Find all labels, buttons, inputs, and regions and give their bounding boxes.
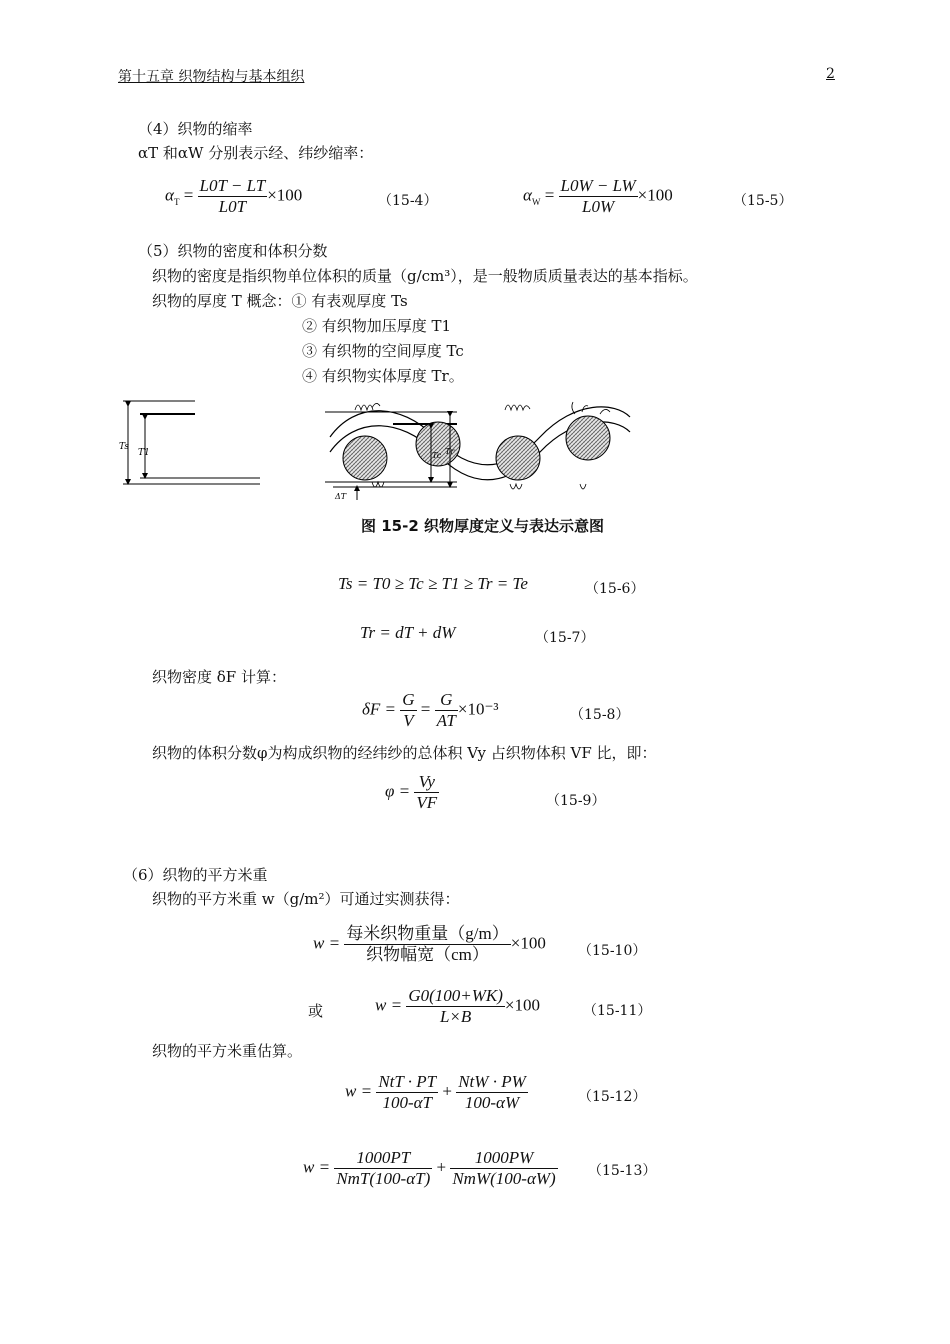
eq12-num1: NtT · PT bbox=[378, 1072, 437, 1091]
eq12-lhs: w = bbox=[345, 1081, 373, 1101]
section-6-intro: 织物的平方米重 w（g/m²）可通过实测获得： bbox=[152, 890, 460, 908]
estimate-label: 织物的平方米重估算。 bbox=[152, 1042, 303, 1060]
label-tc: Tc bbox=[432, 451, 442, 460]
density-label: 织物密度 δF 计算： bbox=[152, 668, 286, 686]
eq13-den1: NmT(100-αT) bbox=[336, 1169, 431, 1188]
eq7-number: （15-7） bbox=[535, 630, 595, 646]
equation-15-5: $\alpha_W$ = $\frac{L0W - LW}{L0W}$ ×100 bbox=[523, 176, 673, 216]
thickness-item-3: ③ 有织物的空间厚度 Tc bbox=[302, 342, 464, 360]
section-6-title: （6）织物的平方米重 bbox=[123, 866, 268, 884]
label-ts: Ts bbox=[119, 442, 129, 452]
eq9-num: Vy bbox=[414, 772, 439, 793]
eq11-lhs: w = bbox=[375, 995, 403, 1015]
eq1-lhs-sub: T bbox=[173, 196, 180, 207]
eq11-tail: ×100 bbox=[504, 995, 540, 1015]
eq8-lhs: δF = bbox=[362, 699, 397, 719]
thickness-concept: 织物的厚度 T 概念：① 有表观厚度 Ts bbox=[152, 292, 408, 310]
fiber-circle bbox=[343, 436, 387, 480]
eq13-den2: NmW(100-αW) bbox=[452, 1169, 556, 1188]
eq8-tail: ×10⁻³ bbox=[457, 699, 499, 719]
equation-15-11 bbox=[375, 986, 540, 1027]
eq13-number: （15-13） bbox=[588, 1163, 657, 1179]
page-number: 2 bbox=[826, 66, 835, 82]
eq2-numerator: L0W − LW bbox=[560, 176, 636, 195]
equation-15-9 bbox=[385, 772, 439, 813]
equation-15-13: w = $\frac{1000PT}{\text{NmT(100-αT)}}$ + $\frac{1000PW}{\text{NmW(100-αW)}}$ bbox=[303, 1148, 556, 1188]
equation-15-12: w = $\frac{\text{NtT · PT}}{100-\alpha T}$ + $\frac{\text{NtW · PW}}{100-\alpha W}$ bbox=[345, 1072, 526, 1112]
eq11-number: （15-11） bbox=[583, 1003, 652, 1019]
thickness-item-2: ② 有织物加压厚度 T1 bbox=[302, 317, 452, 335]
eq10-number: （15-10） bbox=[578, 943, 647, 959]
eq11-num: G0(100+WK) bbox=[408, 986, 503, 1005]
eq8-number: （15-8） bbox=[570, 707, 630, 723]
eq11-den: L×B bbox=[439, 1007, 472, 1026]
label-t1: T1 bbox=[138, 448, 150, 458]
density-definition: 织物的密度是指织物单位体积的质量（g/cm³），是一般物质质量表达的基本指标。 bbox=[152, 267, 698, 285]
eq12-num2: NtW · PW bbox=[458, 1072, 526, 1091]
eq2-lhs: α bbox=[523, 185, 532, 205]
section-4-title: （4）织物的缩率 bbox=[138, 120, 253, 138]
equation-15-7: Tr = dT + dW bbox=[360, 623, 456, 642]
eq9-den: VF bbox=[416, 793, 438, 812]
fiber-circle bbox=[496, 436, 540, 480]
section-4-intro: αT 和αW 分别表示经、纬纱缩率： bbox=[138, 144, 374, 162]
label-delta-t: ΔT bbox=[335, 492, 347, 501]
eq12-number: （15-12） bbox=[578, 1089, 647, 1105]
label-tr: Tr bbox=[445, 447, 455, 456]
eq10-tail: ×100 bbox=[510, 933, 546, 953]
eq1-number: （15-4） bbox=[378, 193, 438, 209]
eq1-tail: ×100 bbox=[267, 185, 303, 205]
eq2-tail: ×100 bbox=[637, 185, 673, 205]
eq12-den2: 100-αW bbox=[464, 1093, 520, 1112]
equation-15-8: δF = $\frac{G}{V}$ = $\frac{G}{AT}$ ×10⁻³ bbox=[362, 690, 499, 730]
eq13-num1: 1000PT bbox=[334, 1148, 432, 1169]
eq1-denominator: L0T bbox=[218, 197, 247, 216]
eq8-f1-num: G bbox=[402, 690, 415, 709]
figure-caption: 图 15-2 织物厚度定义与表达示意图 bbox=[361, 517, 604, 535]
eq13-num2: 1000PW bbox=[450, 1148, 557, 1169]
eq10-den: 织物幅宽（cm） bbox=[366, 945, 489, 964]
section-5-title: （5）织物的密度和体积分数 bbox=[138, 242, 328, 260]
fiber-circle bbox=[566, 416, 610, 460]
eq8-f2-num: G bbox=[435, 690, 458, 711]
eq1-lhs: α bbox=[165, 185, 174, 205]
eq13-lhs: w = bbox=[303, 1157, 331, 1177]
eq8-f1-den: V bbox=[403, 711, 414, 730]
chapter-header: 第十五章 织物结构与基本组织 bbox=[118, 69, 305, 85]
eq10-lhs: w = bbox=[313, 933, 341, 953]
eq2-number: （15-5） bbox=[733, 193, 793, 209]
equation-15-10 bbox=[313, 924, 546, 965]
equation-15-4: $\alpha_T$ = $\frac{L0T - LT}{L0T}$ ×100 bbox=[165, 176, 303, 216]
or-label: 或 bbox=[308, 1002, 324, 1020]
eq9-number: （15-9） bbox=[546, 793, 606, 809]
eq12-den1: 100-αT bbox=[382, 1093, 432, 1112]
eq6-number: （15-6） bbox=[585, 581, 645, 597]
eq2-lhs-sub: W bbox=[531, 196, 541, 207]
eq10-num: 每米织物重量（g/m） bbox=[346, 924, 509, 943]
volume-fraction-text: 织物的体积分数φ为构成织物的经纬纱的总体积 Vy 占织物体积 VF 比，即： bbox=[152, 744, 657, 762]
thickness-item-4: ④ 有织物实体厚度 Tr。 bbox=[302, 367, 464, 385]
eq2-denominator: L0W bbox=[582, 197, 615, 216]
equation-15-6: Ts = T0 ≥ Tc ≥ T1 ≥ Tr = Te bbox=[338, 574, 528, 593]
eq1-numerator: L0T − LT bbox=[199, 176, 266, 195]
eq9-lhs: φ = bbox=[385, 781, 411, 801]
eq8-f2-den: AT bbox=[436, 711, 456, 730]
fabric-thickness-figure bbox=[110, 392, 670, 507]
